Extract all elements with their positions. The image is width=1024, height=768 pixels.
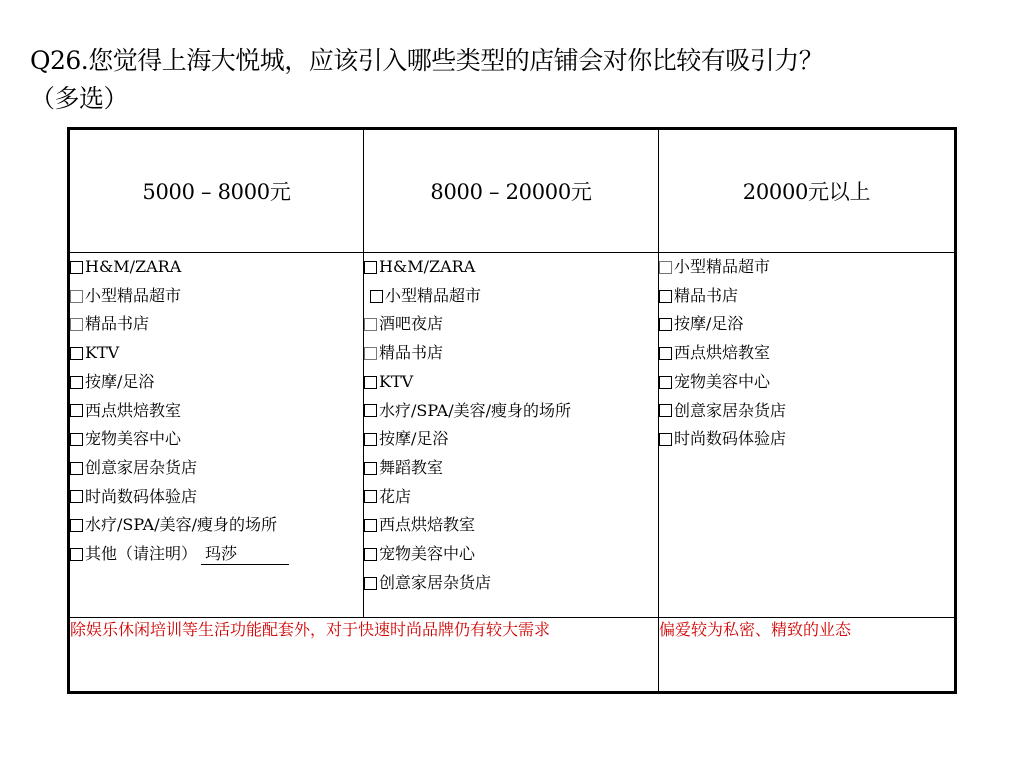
option-item[interactable]: 按摩/足浴 xyxy=(659,310,954,339)
option-item[interactable]: 小型精品超市 xyxy=(659,253,954,282)
options-list-col3 xyxy=(659,253,956,618)
checkbox-icon[interactable] xyxy=(364,519,377,532)
option-item[interactable]: 时尚数码体验店 xyxy=(70,483,363,512)
checkbox-icon[interactable] xyxy=(364,347,377,360)
option-item[interactable]: 水疗/SPA/美容/瘦身的场所 xyxy=(70,511,363,540)
note-left: 除娱乐休闲培训等生活功能配套外，对于快速时尚品牌仍有较大需求 xyxy=(69,618,659,693)
checkbox-icon[interactable] xyxy=(70,347,83,360)
options-list-col1 xyxy=(69,253,364,618)
checkbox-icon[interactable] xyxy=(70,519,83,532)
checkbox-icon[interactable] xyxy=(659,433,672,446)
option-item[interactable]: 小型精品超市 xyxy=(70,282,363,311)
checkbox-icon[interactable] xyxy=(70,290,83,303)
option-item[interactable]: 西点烘焙教室 xyxy=(364,511,658,540)
question-text xyxy=(30,42,1010,118)
checkbox-icon[interactable] xyxy=(70,404,83,417)
checkbox-icon[interactable] xyxy=(70,433,83,446)
checkbox-icon[interactable] xyxy=(364,376,377,389)
checkbox-icon[interactable] xyxy=(364,261,377,274)
header-row xyxy=(69,129,956,253)
option-item-other[interactable]: 其他（请注明） 玛莎 xyxy=(70,540,363,569)
option-item[interactable]: 水疗/SPA/美容/瘦身的场所 xyxy=(364,397,658,426)
option-item[interactable]: 酒吧夜店 xyxy=(364,310,658,339)
checkbox-icon[interactable] xyxy=(659,376,672,389)
option-item[interactable]: 精品书店 xyxy=(70,310,363,339)
column-header-5000-8000: 5000 – 8000元 xyxy=(69,129,364,253)
checkbox-icon[interactable] xyxy=(70,261,83,274)
option-item[interactable]: H&M/ZARA xyxy=(70,253,363,282)
option-item[interactable]: H&M/ZARA xyxy=(364,253,658,282)
option-item[interactable]: KTV xyxy=(70,339,363,368)
option-item[interactable]: 时尚数码体验店 xyxy=(659,425,954,454)
option-item[interactable]: 西点烘焙教室 xyxy=(70,397,363,426)
option-item[interactable]: 精品书店 xyxy=(364,339,658,368)
option-item[interactable]: 按摩/足浴 xyxy=(70,368,363,397)
checkbox-icon[interactable] xyxy=(364,548,377,561)
survey-table xyxy=(67,127,957,694)
column-header-8000-20000: 8000 – 20000元 xyxy=(364,129,659,253)
option-item[interactable]: 按摩/足浴 xyxy=(364,425,658,454)
checkbox-icon[interactable] xyxy=(70,318,83,331)
option-item[interactable]: 宠物美容中心 xyxy=(659,368,954,397)
option-item[interactable]: 创意家居杂货店 xyxy=(364,569,658,598)
option-item[interactable]: 花店 xyxy=(364,483,658,512)
option-item[interactable]: 创意家居杂货店 xyxy=(659,397,954,426)
option-item[interactable]: 宠物美容中心 xyxy=(364,540,658,569)
option-item[interactable]: 舞蹈教室 xyxy=(364,454,658,483)
checkbox-icon[interactable] xyxy=(659,318,672,331)
checkbox-icon[interactable] xyxy=(364,577,377,590)
question-line-1: Q26.您觉得上海大悦城，应该引入哪些类型的店铺会对你比较有吸引力？ xyxy=(30,46,824,75)
checkbox-icon[interactable] xyxy=(364,462,377,475)
checkbox-icon[interactable] xyxy=(364,433,377,446)
option-item[interactable]: 宠物美容中心 xyxy=(70,425,363,454)
checkbox-icon[interactable] xyxy=(70,490,83,503)
checkbox-icon[interactable] xyxy=(659,261,672,274)
other-specify-field[interactable]: 玛莎 xyxy=(201,544,289,565)
checkbox-icon[interactable] xyxy=(364,490,377,503)
option-item[interactable]: 小型精品超市 xyxy=(364,282,658,311)
note-right: 偏爱较为私密、精致的业态 xyxy=(659,618,956,693)
notes-row xyxy=(69,618,956,693)
question-line-2: （多选） xyxy=(30,84,129,113)
checkbox-icon[interactable] xyxy=(659,347,672,360)
option-item[interactable]: 精品书店 xyxy=(659,282,954,311)
option-item[interactable]: 西点烘焙教室 xyxy=(659,339,954,368)
option-item[interactable]: 创意家居杂货店 xyxy=(70,454,363,483)
checkbox-icon[interactable] xyxy=(70,548,83,561)
checkbox-icon[interactable] xyxy=(659,404,672,417)
checkbox-icon[interactable] xyxy=(364,404,377,417)
options-list-col2 xyxy=(364,253,659,618)
checkbox-icon[interactable] xyxy=(659,290,672,303)
checkbox-icon[interactable] xyxy=(70,462,83,475)
checkbox-icon[interactable] xyxy=(70,376,83,389)
checkbox-icon[interactable] xyxy=(364,318,377,331)
option-item[interactable]: KTV xyxy=(364,368,658,397)
checkbox-icon[interactable] xyxy=(370,290,383,303)
column-header-20000-plus: 20000元以上 xyxy=(659,129,956,253)
options-row xyxy=(69,253,956,618)
